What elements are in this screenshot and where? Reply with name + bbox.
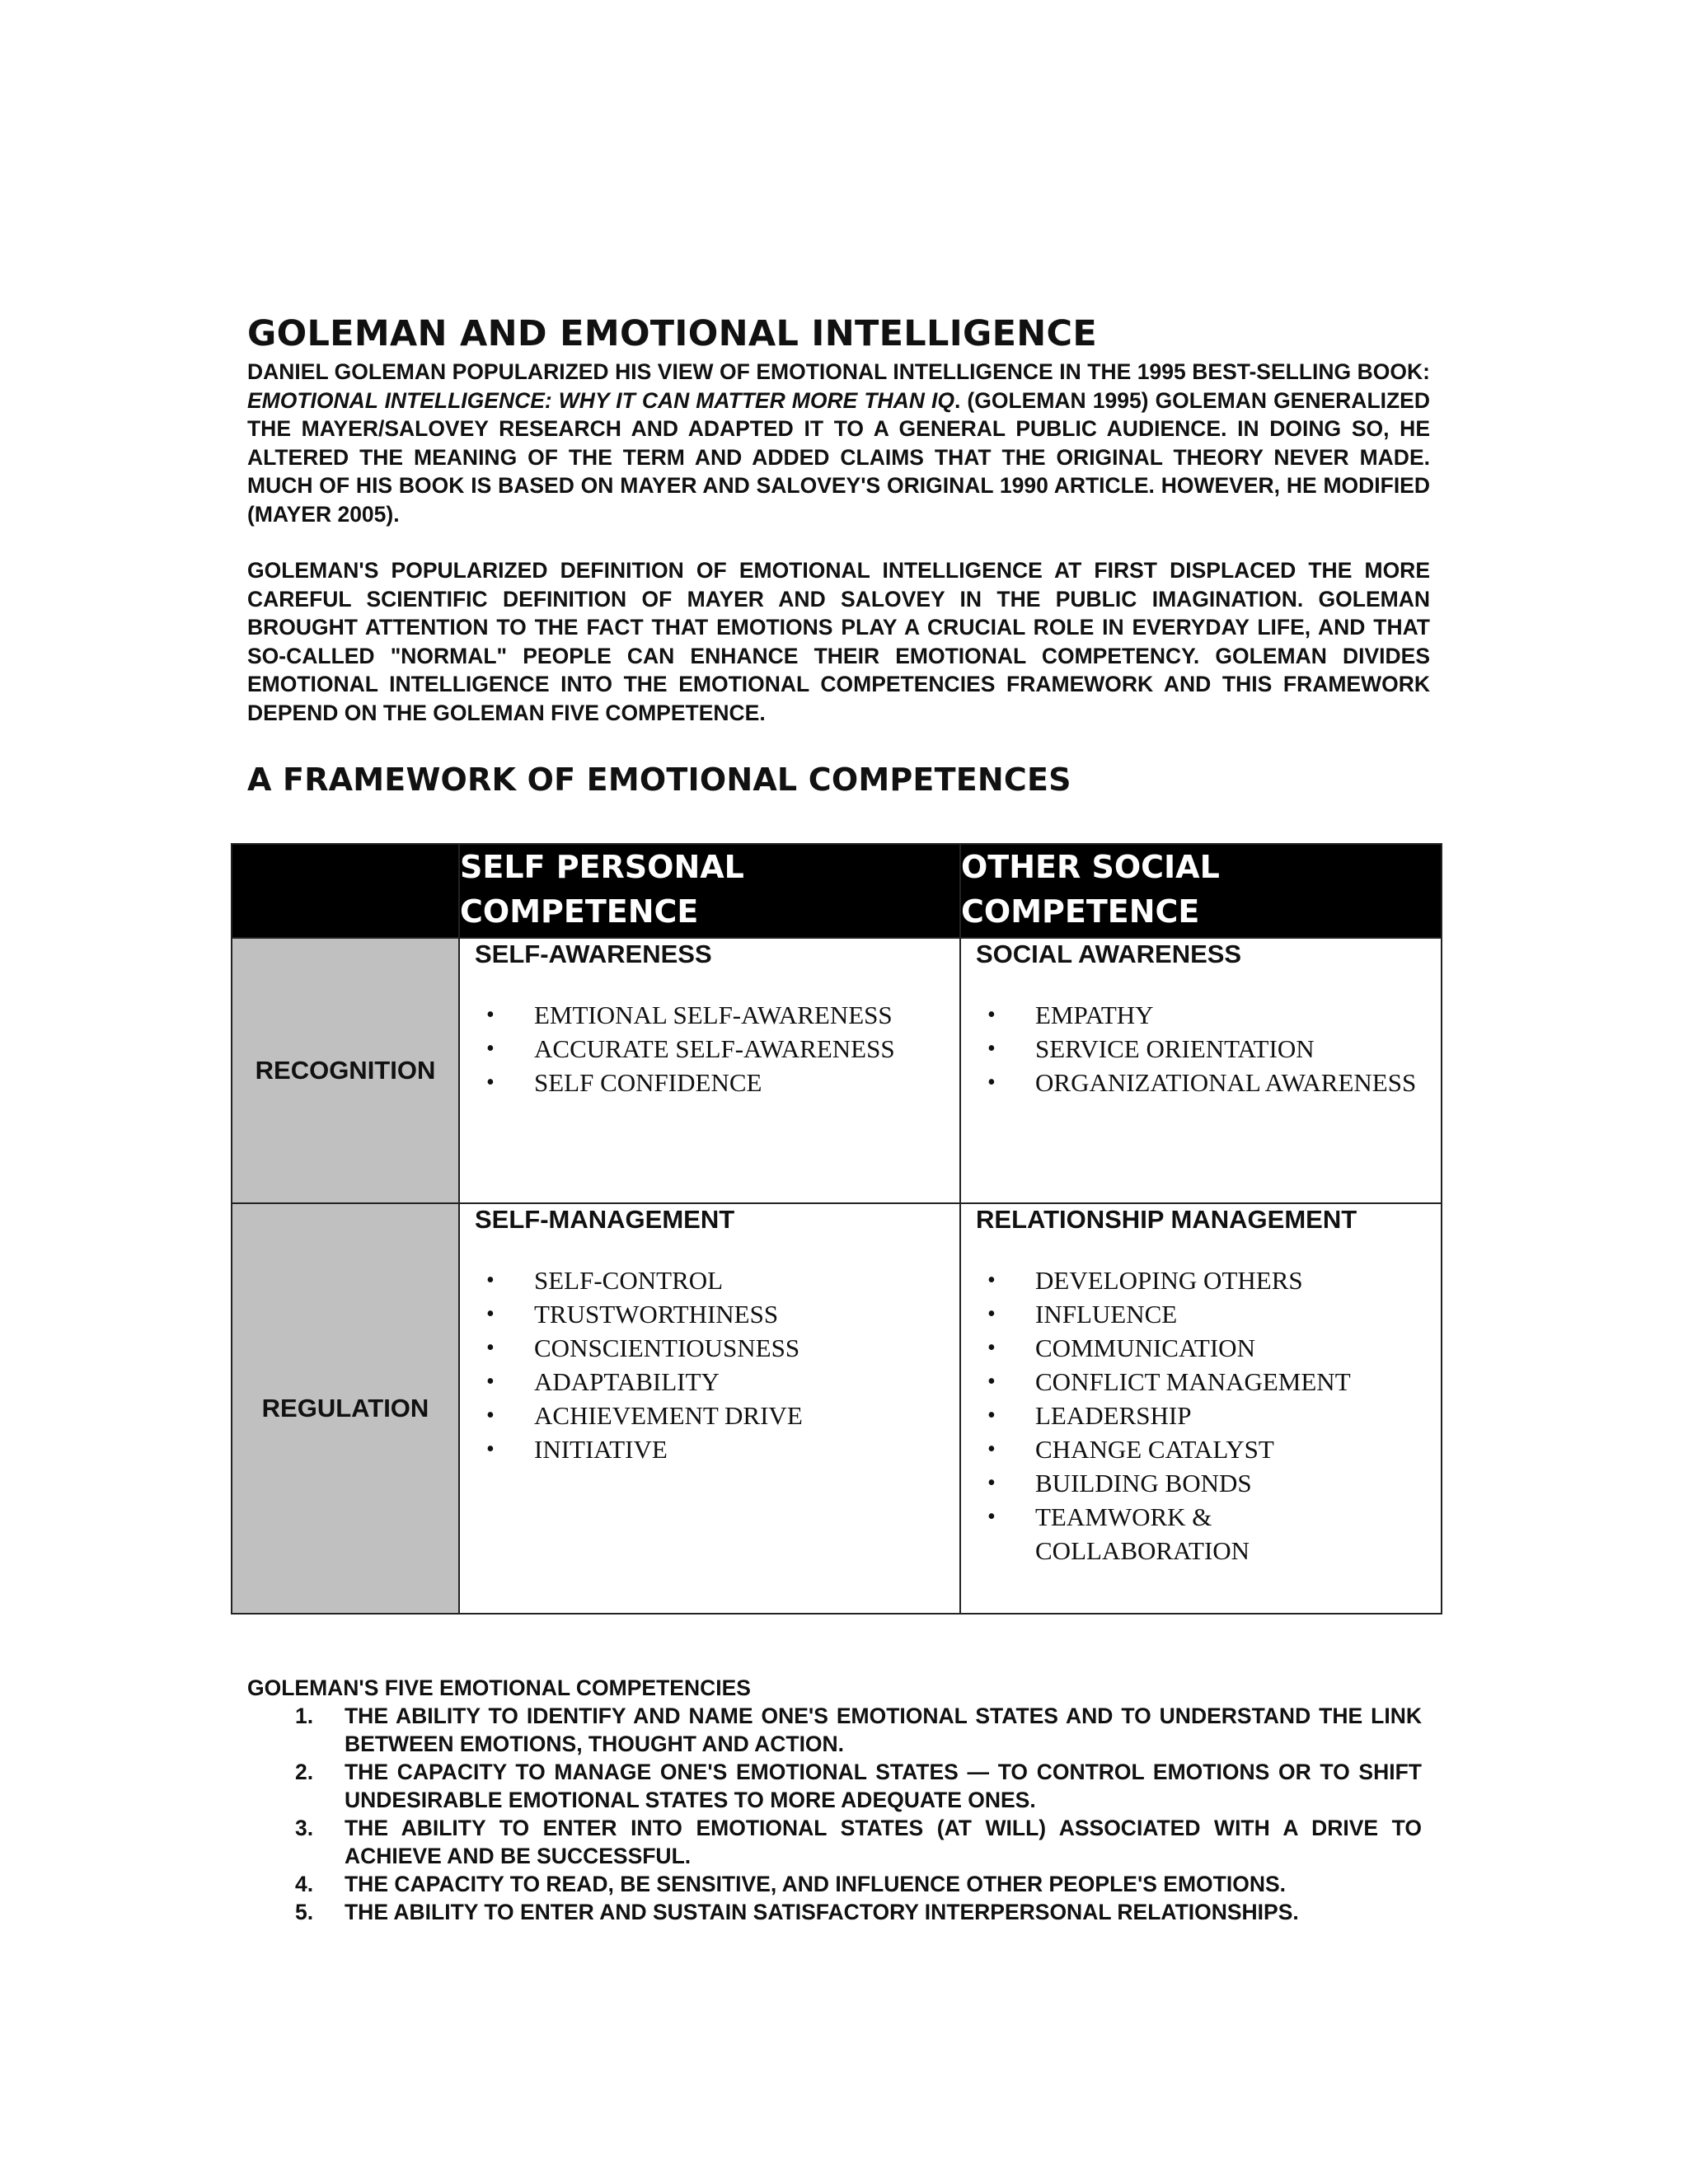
bullet-icon: • [987,1335,996,1361]
competency-text: THE CAPACITY TO MANAGE ONE'S EMOTIONAL STATES — TO CONTROL EMOTIONS OR TO SHIFT UNDESIRABLE EMOTIONAL STATES TO MORE ADEQUATE ONES. [345,1760,1422,1812]
header-self-line2: COMPETENCE [460,893,699,930]
competency-item [247,1758,1422,1814]
bullet-list [475,998,945,1099]
list-item-text: TEAMWORK & COLLABORATION [1035,1502,1250,1565]
list-item [987,1263,1426,1297]
cell-self-awareness [459,938,960,1203]
bullet-list [475,1263,945,1466]
competency-text: THE ABILITY TO IDENTIFY AND NAME ONE'S EMOTIONAL STATES AND TO UNDERSTAND THE LINK BETWEEN EMOTIONS, THOUGHT AND ACTION. [345,1704,1422,1756]
list-item [486,1263,945,1297]
list-item-text: CONFLICT MANAGEMENT [1035,1367,1351,1396]
bullet-icon: • [987,1436,996,1462]
bullet-icon: • [987,1002,996,1028]
table-row-regulation [232,1203,1442,1614]
list-item [987,1032,1426,1066]
list-item-text: INITIATIVE [534,1435,668,1464]
five-competencies-list [247,1702,1422,1926]
competency-number: 1. [295,1704,314,1728]
competency-number: 4. [295,1872,314,1896]
bullet-icon: • [486,1002,495,1028]
list-item [987,1466,1426,1500]
list-item-text: ORGANIZATIONAL AWARENESS [1035,1068,1417,1097]
list-item [987,1331,1426,1365]
bullet-icon: • [987,1504,996,1530]
bullet-icon: • [987,1369,996,1394]
list-item-text: BUILDING BONDS [1035,1469,1252,1497]
list-item [987,1297,1426,1331]
list-item-text: SERVICE ORIENTATION [1035,1034,1315,1063]
cell-social-awareness [960,938,1442,1203]
list-item [486,1066,945,1099]
list-item-text: COMMUNICATION [1035,1333,1255,1362]
list-item-text: ACHIEVEMENT DRIVE [534,1401,803,1430]
list-item-text: SELF-CONTROL [534,1266,724,1295]
list-item-text: ACCURATE SELF-AWARENESS [534,1034,895,1063]
competency-item [247,1870,1422,1898]
list-item-text: LEADERSHIP [1035,1401,1192,1430]
list-item [486,1297,945,1331]
row-label-regulation: REGULATION [232,1203,459,1614]
header-self-line1: SELF PERSONAL [460,849,744,885]
list-item [987,998,1426,1032]
list-item-text: ADAPTABILITY [534,1367,720,1396]
competency-text: THE CAPACITY TO READ, BE SENSITIVE, AND INFLUENCE OTHER PEOPLE'S EMOTIONS. [345,1872,1286,1896]
bullet-icon: • [486,1369,495,1394]
bullet-icon: • [486,1301,495,1327]
competence-framework-table [231,843,1442,1615]
bullet-list [976,1263,1426,1568]
list-item [987,1365,1426,1399]
five-competencies-section [247,1674,1422,1926]
list-item [486,1365,945,1399]
list-item [486,998,945,1032]
header-social-line2: COMPETENCE [961,893,1200,930]
cell-title: RELATIONSHIP MANAGEMENT [976,1205,1357,1234]
competency-item [247,1814,1422,1870]
list-item-text: CHANGE CATALYST [1035,1435,1274,1464]
list-item-text: DEVELOPING OTHERS [1035,1266,1303,1295]
competency-item [247,1898,1422,1926]
bullet-icon: • [486,1070,495,1095]
competency-text: THE ABILITY TO ENTER AND SUSTAIN SATISFACTORY INTERPERSONAL RELATIONSHIPS. [345,1900,1299,1924]
list-item-text: SELF CONFIDENCE [534,1068,762,1097]
bullet-icon: • [987,1268,996,1293]
list-item [486,1432,945,1466]
header-empty-cell [232,844,459,938]
definition-paragraph: GOLEMAN'S POPULARIZED DEFINITION OF EMOTIONAL INTELLIGENCE AT FIRST DISPLACED THE MORE CAREFUL SCIENTIFIC DEFINITION OF MAYER AND SALOVEY IN THE PUBLIC IMAGINATION. GOLEMAN BROUGHT ATTENTION TO THE FACT THAT EMOTIONS PLAY A CRUCIAL ROLE IN EVERYDAY LIFE, AND THAT SO-CALLED "NORMAL" PEOPLE CAN ENHANCE THEIR EMOTIONAL COMPETENCY. GOLEMAN DIVIDES EMOTIONAL INTELLIGENCE INTO THE EMOTIONAL COMPETENCIES FRAMEWORK AND THIS FRAMEWORK DEPEND ON THE GOLEMAN FIVE COMPETENCE. [247,558,1430,725]
intro-text-start: DANIEL GOLEMAN POPULARIZED HIS VIEW OF EMOTIONAL INTELLIGENCE IN THE 1995 BEST-SELLING BOOK: [247,359,1430,384]
list-item-text: TRUSTWORTHINESS [534,1300,779,1329]
competency-number: 2. [295,1760,314,1784]
intro-paragraph [247,358,1430,528]
cell-title: SELF-AWARENESS [475,940,712,968]
book-title: EMOTIONAL INTELLIGENCE: WHY IT CAN MATTER MORE THAN IQ [247,387,954,413]
list-item [486,1032,945,1066]
bullet-icon: • [486,1335,495,1361]
bullet-icon: • [987,1070,996,1095]
competency-text: THE ABILITY TO ENTER INTO EMOTIONAL STATES (AT WILL) ASSOCIATED WITH A DRIVE TO ACHIEVE AND BE SUCCESSFUL. [345,1816,1422,1868]
document-body [247,312,1430,799]
header-self-personal [459,844,960,938]
cell-title: SOCIAL AWARENESS [976,940,1242,968]
list-item [987,1066,1426,1099]
table-header-row [232,844,1442,938]
bullet-icon: • [486,1403,495,1428]
bullet-icon: • [987,1403,996,1428]
bullet-icon: • [987,1036,996,1062]
list-item [486,1331,945,1365]
header-social-line1: OTHER SOCIAL [961,849,1220,885]
list-item [486,1399,945,1432]
competency-number: 5. [295,1900,314,1924]
list-item [987,1500,1426,1568]
cell-title: SELF-MANAGEMENT [475,1205,735,1234]
list-item-text: CONSCIENTIOUSNESS [534,1333,800,1362]
bullet-icon: • [486,1436,495,1462]
bullet-icon: • [987,1301,996,1327]
bullet-list [976,998,1426,1099]
competency-item [247,1702,1422,1758]
bullet-icon: • [486,1036,495,1062]
bullet-icon: • [987,1470,996,1496]
list-item [987,1399,1426,1432]
list-item-text: INFLUENCE [1035,1300,1178,1329]
competency-number: 3. [295,1816,314,1840]
list-item-text: EMTIONAL SELF-AWARENESS [534,1001,893,1029]
framework-title: A FRAMEWORK OF EMOTIONAL COMPETENCES [247,762,1071,798]
header-other-social [960,844,1442,938]
five-competencies-title: GOLEMAN'S FIVE EMOTIONAL COMPETENCIES [247,1675,751,1700]
row-label-recognition: RECOGNITION [232,938,459,1203]
list-item [987,1432,1426,1466]
cell-self-management [459,1203,960,1614]
cell-relationship-management [960,1203,1442,1614]
page-title: GOLEMAN AND EMOTIONAL INTELLIGENCE [247,313,1098,354]
table-row-recognition [232,938,1442,1203]
intro-text-end: . (GOLEMAN 1995) GOLEMAN GENERALIZED THE MAYER/SALOVEY RESEARCH AND ADAPTED IT TO A GENERAL PUBLIC AUDIENCE. IN DOING SO, HE ALTERED THE MEANING OF THE TERM AND ADDED CLAIMS THAT THE ORIGINAL THEORY NEVER MADE. MUCH OF HIS BOOK IS BASED ON MAYER AND SALOVEY'S ORIGINAL 1990 ARTICLE. HOWEVER, HE MODIFIED (MAYER 2005). [247,387,1430,527]
bullet-icon: • [486,1268,495,1293]
list-item-text: EMPATHY [1035,1001,1154,1029]
